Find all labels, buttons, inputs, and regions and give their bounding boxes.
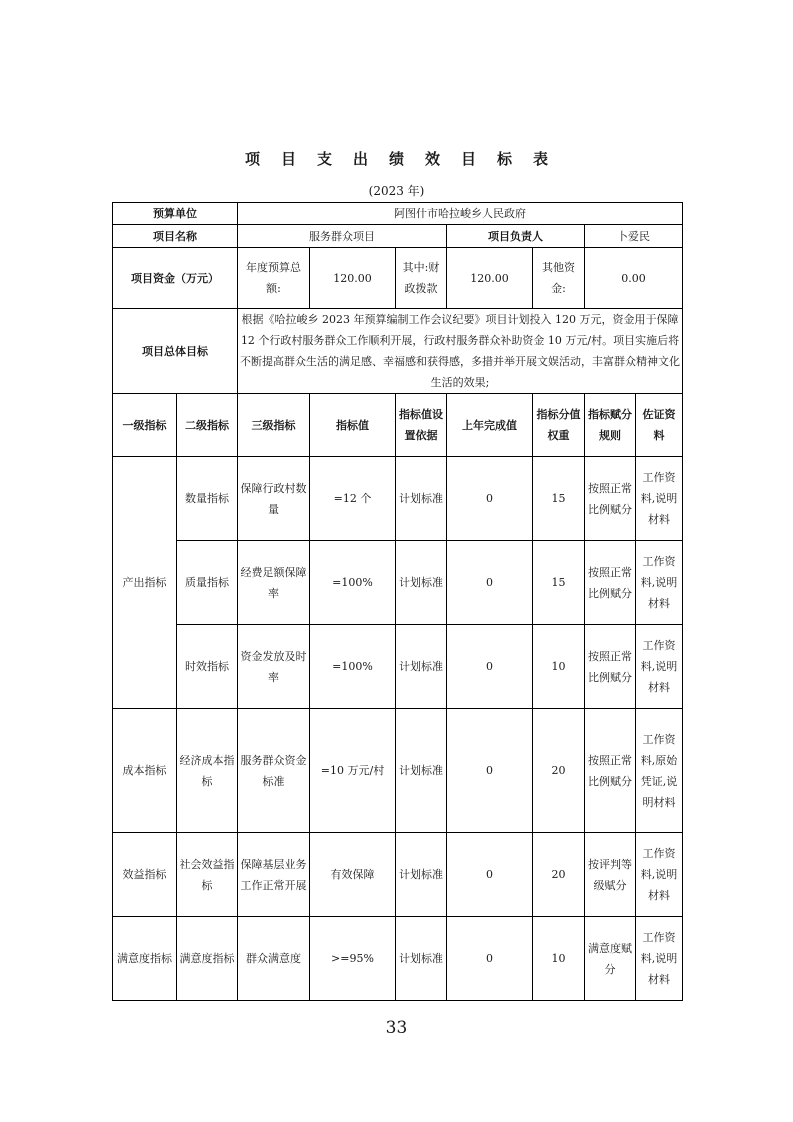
indicator-value-cell: =12 个 — [310, 457, 396, 541]
last-year-cell: 0 — [447, 541, 533, 625]
last-year-cell: 0 — [447, 917, 533, 1001]
budget-unit-label: 预算单位 — [113, 203, 238, 225]
scoring-rule-cell: 按照正常比例赋分 — [585, 709, 636, 833]
scoring-rule-cell: 按照正常比例赋分 — [585, 625, 636, 709]
level3-cell: 保障基层业务工作正常开展 — [238, 833, 310, 917]
table-row — [113, 541, 683, 625]
table-row — [113, 625, 683, 709]
indicator-value-cell: =100% — [310, 541, 396, 625]
level1-cell: 满意度指标 — [113, 917, 177, 1001]
indicator-value-cell: 有效保障 — [310, 833, 396, 917]
column-header: 佐证资料 — [636, 394, 683, 457]
project-name-value: 服务群众项目 — [238, 225, 447, 248]
column-header: 指标值 — [310, 394, 396, 457]
year-label: (2023 年) — [368, 184, 425, 198]
level3-cell: 经费足额保障率 — [238, 541, 310, 625]
indicator-value-cell: =10 万元/村 — [310, 709, 396, 833]
basis-cell: 计划标准 — [396, 833, 447, 917]
column-header: 指标分值权重 — [533, 394, 585, 457]
budget-unit-value: 阿图什市哈拉峻乡人民政府 — [238, 203, 683, 225]
weight-cell: 20 — [533, 709, 585, 833]
level3-cell: 资金发放及时率 — [238, 625, 310, 709]
column-header: 指标值设置依据 — [396, 394, 447, 457]
level2-cell: 社会效益指标 — [177, 833, 238, 917]
table-row — [113, 917, 683, 1001]
level1-cell: 成本指标 — [113, 709, 177, 833]
page-number: 33 — [385, 1018, 408, 1038]
indicator-value-cell: =100% — [310, 625, 396, 709]
weight-cell: 15 — [533, 541, 585, 625]
fiscal-allocation-label: 其中:财政拨款 — [396, 248, 447, 309]
table-row — [113, 833, 683, 917]
scoring-rule-cell: 按照正常比例赋分 — [585, 457, 636, 541]
header-row — [113, 394, 683, 457]
funds-label: 项目资金（万元） — [113, 248, 238, 309]
evidence-cell: 工作资料,原始凭证,说明材料 — [636, 709, 683, 833]
level1-cell: 效益指标 — [113, 833, 177, 917]
goal-text: 根据《哈拉峻乡 2023 年预算编制工作会议纪要》项目计划投入 120 万元，资金用于保障 12 个行政村服务群众工作顺利开展，行政村服务群众补助资金 10 万元/村。项目实施后将不断提高群众生活的满足感、幸福感和获得感，多措并举开展文娱活动，丰富群众精神文化生活的效果; — [238, 309, 683, 394]
basis-cell: 计划标准 — [396, 457, 447, 541]
level2-cell: 满意度指标 — [177, 917, 238, 1001]
scoring-rule-cell: 按照正常比例赋分 — [585, 541, 636, 625]
level3-cell: 群众满意度 — [238, 917, 310, 1001]
evidence-cell: 工作资料,说明材料 — [636, 833, 683, 917]
level1-cell: 产出指标 — [113, 457, 177, 709]
other-funds-label: 其他资金: — [533, 248, 585, 309]
weight-cell: 10 — [533, 917, 585, 1001]
weight-cell: 20 — [533, 833, 585, 917]
table-row — [113, 709, 683, 833]
annual-budget-label: 年度预算总额: — [238, 248, 310, 309]
last-year-cell: 0 — [447, 709, 533, 833]
performance-table — [112, 202, 683, 1001]
evidence-cell: 工作资料,说明材料 — [636, 541, 683, 625]
column-header: 三级指标 — [238, 394, 310, 457]
weight-cell: 15 — [533, 457, 585, 541]
leader-label: 项目负责人 — [447, 225, 585, 248]
evidence-cell: 工作资料,说明材料 — [636, 917, 683, 1001]
indicator-value-cell: >=95% — [310, 917, 396, 1001]
page-title: 项目支出绩效目标表 — [244, 150, 569, 168]
column-header: 一级指标 — [113, 394, 177, 457]
scoring-rule-cell: 满意度赋分 — [585, 917, 636, 1001]
column-header: 上年完成值 — [447, 394, 533, 457]
level2-cell: 时效指标 — [177, 625, 238, 709]
other-funds-value: 0.00 — [585, 248, 683, 309]
indicator-body — [113, 457, 683, 1001]
annual-budget-value: 120.00 — [310, 248, 396, 309]
fiscal-allocation-value: 120.00 — [447, 248, 533, 309]
level3-cell: 保障行政村数量 — [238, 457, 310, 541]
project-name-label: 项目名称 — [113, 225, 238, 248]
basis-cell: 计划标准 — [396, 625, 447, 709]
evidence-cell: 工作资料,说明材料 — [636, 457, 683, 541]
column-header: 指标赋分规则 — [585, 394, 636, 457]
level2-cell: 数量指标 — [177, 457, 238, 541]
level3-cell: 服务群众资金标准 — [238, 709, 310, 833]
weight-cell: 10 — [533, 625, 585, 709]
basis-cell: 计划标准 — [396, 541, 447, 625]
table-row — [113, 457, 683, 541]
level2-cell: 经济成本指标 — [177, 709, 238, 833]
basis-cell: 计划标准 — [396, 709, 447, 833]
basis-cell: 计划标准 — [396, 917, 447, 1001]
column-header: 二级指标 — [177, 394, 238, 457]
evidence-cell: 工作资料,说明材料 — [636, 625, 683, 709]
last-year-cell: 0 — [447, 457, 533, 541]
leader-value: 卜爱民 — [585, 225, 683, 248]
last-year-cell: 0 — [447, 625, 533, 709]
scoring-rule-cell: 按评判等级赋分 — [585, 833, 636, 917]
last-year-cell: 0 — [447, 833, 533, 917]
level2-cell: 质量指标 — [177, 541, 238, 625]
goal-label: 项目总体目标 — [113, 309, 238, 394]
